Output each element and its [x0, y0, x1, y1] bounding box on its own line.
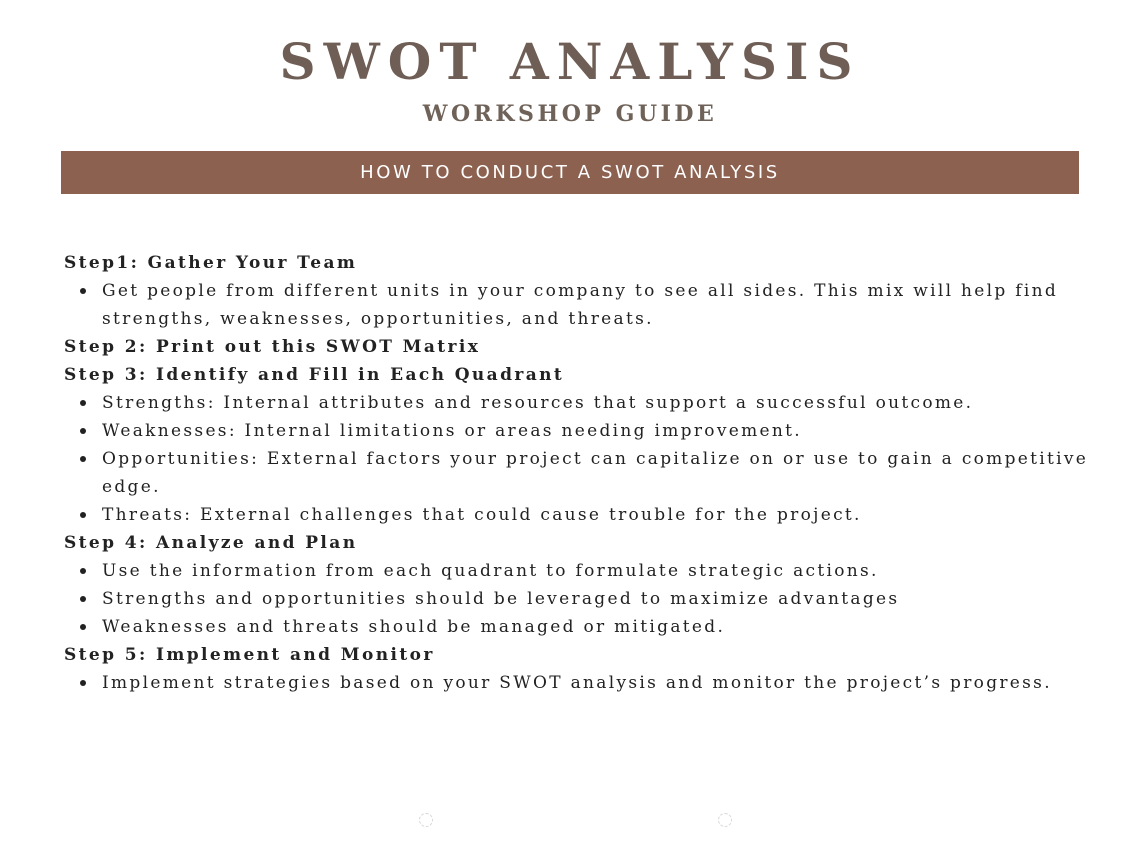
step-heading: Step1: Gather Your Team — [64, 253, 358, 273]
bullet-item: Implement strategies based on your SWOT analysis and monitor the project’s progress. — [102, 669, 1094, 697]
step-bullet-list — [64, 389, 1094, 529]
bullet-item: Use the information from each quadrant to formulate strategic actions. — [102, 557, 1094, 585]
step-heading: Step 4: Analyze and Plan — [64, 533, 358, 553]
banner-title: HOW TO CONDUCT A SWOT ANALYSIS — [360, 162, 780, 183]
bullet-item: Get people from different units in your company to see all sides. This mix will help find strengths, weaknesses, opportunities, and threats. — [102, 277, 1094, 333]
bullet-item: Threats: External challenges that could cause trouble for the project. — [102, 501, 1094, 529]
section-banner — [61, 151, 1079, 194]
step-heading: Step 5: Implement and Monitor — [64, 645, 435, 665]
step-heading: Step 2: Print out this SWOT Matrix — [64, 337, 481, 357]
step-bullet-list — [64, 277, 1094, 333]
steps-content — [64, 249, 1094, 697]
bullet-item: Strengths and opportunities should be leveraged to maximize advantages — [102, 585, 1094, 613]
faint-circle-mark — [718, 813, 732, 827]
step-bullet-list — [64, 557, 1094, 641]
page-title: SWOT ANALYSIS — [279, 32, 861, 91]
step-heading: Step 3: Identify and Fill in Each Quadrant — [64, 365, 565, 385]
bullet-item: Strengths: Internal attributes and resources that support a successful outcome. — [102, 389, 1094, 417]
step-bullet-list — [64, 669, 1094, 697]
bullet-item: Opportunities: External factors your project can capitalize on or use to gain a competitive edge. — [102, 445, 1094, 501]
faint-circle-mark — [419, 813, 433, 827]
bullet-item: Weaknesses: Internal limitations or areas needing improvement. — [102, 417, 1094, 445]
bullet-item: Weaknesses and threats should be managed or mitigated. — [102, 613, 1094, 641]
page-subtitle: WORKSHOP GUIDE — [422, 101, 718, 127]
